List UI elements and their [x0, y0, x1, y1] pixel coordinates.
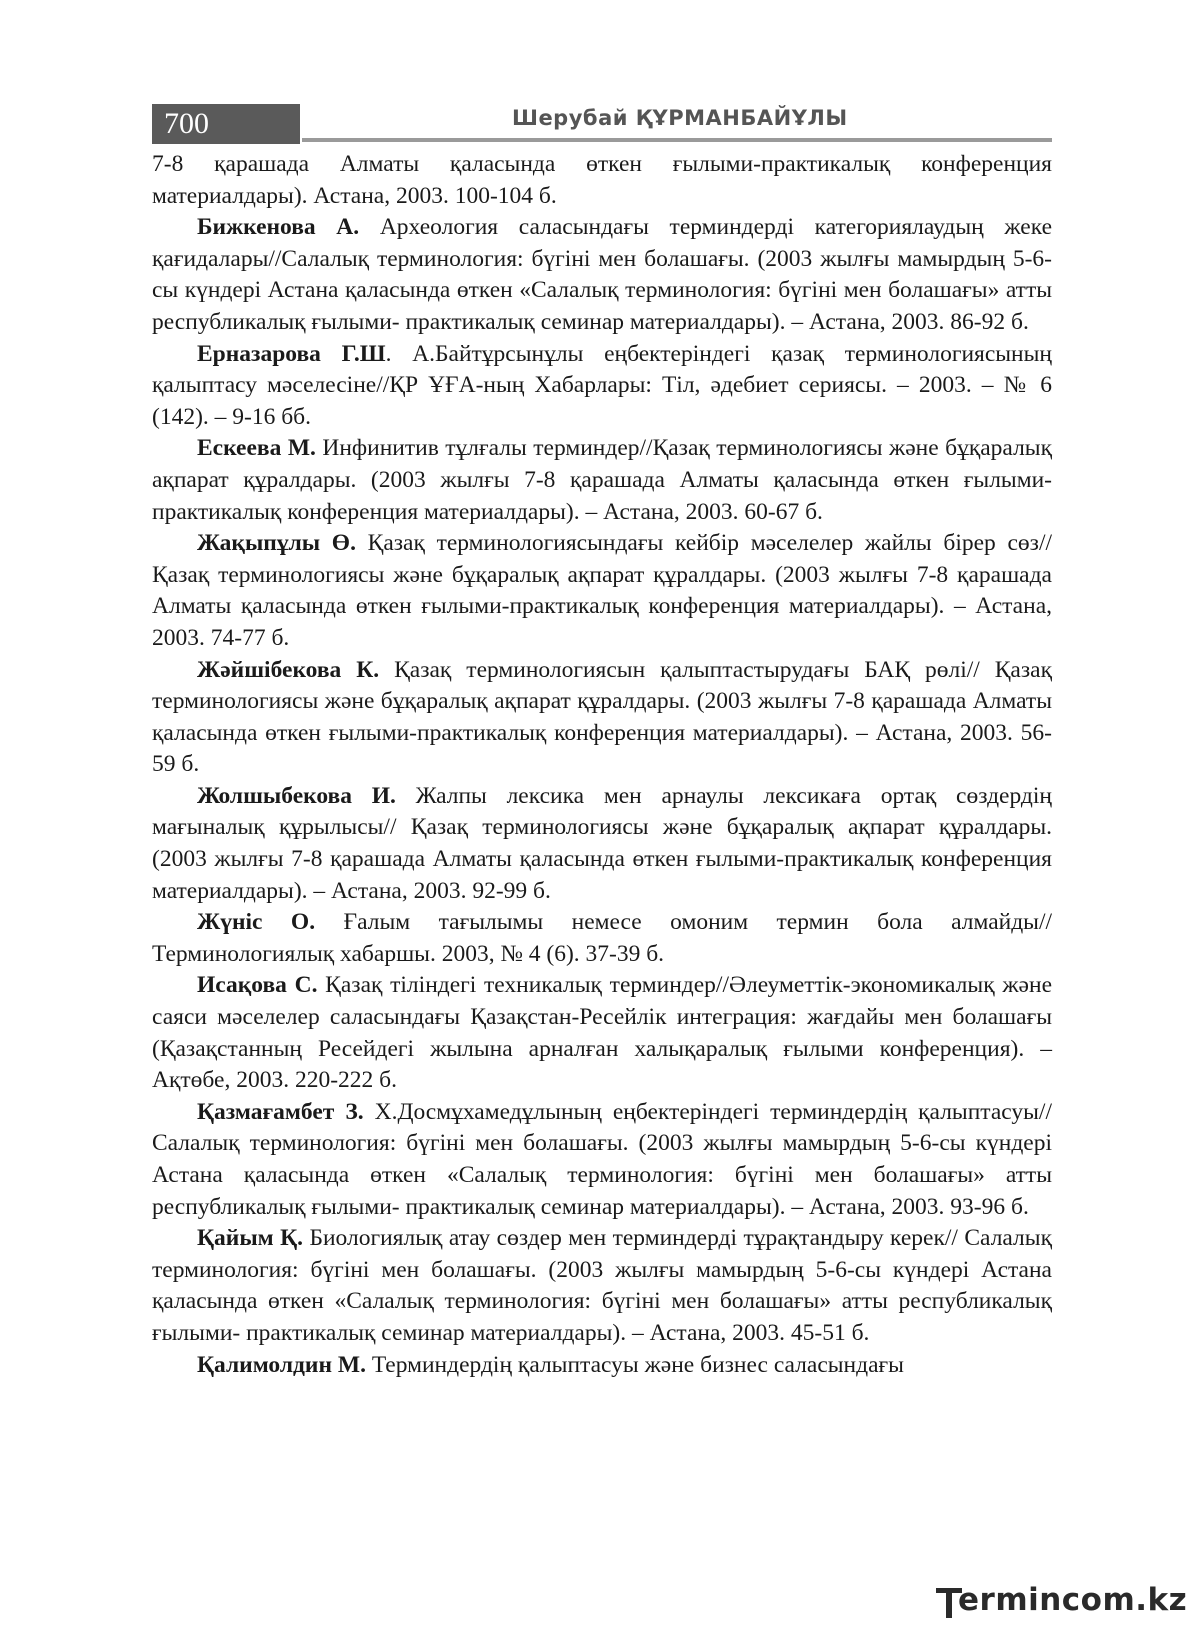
entry-author: Қайым Қ. — [197, 1225, 304, 1252]
bibliography-entry — [152, 970, 1052, 1096]
page-number: 700 — [152, 104, 300, 144]
entry-text: Ғалым тағылымы немесе омоним термин бола алмайды// Терминологиялық хабаршы. 2003, № 4 (6). 37-39 б. — [152, 909, 1052, 967]
running-head: Шерубай ҚҰРМАНБАЙҰЛЫ — [512, 106, 848, 130]
entry-text: Қазақ терминологиясындағы кейбір мәселелер жайлы бірер сөз//Қазақ терминологиясы және бұқаралық ақпарат құралдары. (2003 жылғы 7-8 қарашада Алматы қаласында өткен ғылыми-практикалық конференция материалдары). – Астана, 2003. 74-77 б. — [152, 530, 1052, 651]
bibliography-entry — [152, 528, 1052, 654]
bibliography-entry — [152, 149, 1052, 212]
entry-author: Бижкенова А. — [197, 214, 360, 241]
entry-author: Жүніс О. — [197, 909, 316, 936]
bibliography-entry — [152, 1097, 1052, 1223]
entry-text: Археология саласындағы терминдерді категориялаудың жеке қағидалары//Салалық терминология: бүгіні мен болашағы. (2003 жылғы мамырдың 5-6-сы күндері Астана қаласында өткен «Салалық терминология: бүгіні мен болашағы» атты республикалық ғылыми- практикалық семинар материалдары). – Астана, 2003. 86-92 б. — [152, 214, 1053, 335]
entry-text: . А.Байтұрсынұлы еңбектеріндегі қазақ терминологиясының қалыптасу мәселесіне//ҚР ҰҒА-ның Хабарлары: Тіл, әдебиет сериясы. – 2003. – № 6 (142). – 9-16 бб. — [152, 340, 1052, 430]
bibliography-entry — [152, 339, 1052, 434]
entry-author: Ерназарова Г.Ш — [197, 340, 386, 367]
entry-text: Х.Досмұхамедұлының еңбектеріндегі терминдердің қалыптасуы// Салалық терминология: бүгіні мен болашағы. (2003 жылғы мамырдың 5-6-сы күндері Астана қаласында өткен «Салалық терминология: бүгіні мен болашағы» атты республикалық ғылыми- практикалық семинар материалдары). – Астана, 2003. 93-96 б. — [152, 1098, 1052, 1220]
entry-author: Ескеева М. — [197, 435, 316, 462]
bibliography-entry — [152, 1350, 1052, 1382]
entry-text: 7-8 қарашада Алматы қаласында өткен ғылыми-практикалық конференция материалдары). Астана, 2003. 100-104 б. — [152, 151, 1052, 209]
bibliography-entry — [152, 907, 1052, 970]
bibliography-entry — [152, 433, 1052, 528]
site-watermark — [936, 1582, 1187, 1626]
bibliography-entry — [152, 1223, 1052, 1349]
entry-text: Қазақ терминологиясын қалыптастырудағы БАҚ рөлі// Қазақ терминологиясы және бұқаралық ақпарат құралдары. (2003 жылғы 7-8 қарашада Алматы қаласында өткен ғылыми-практикалық конференция материалдары). – Астана, 2003. 56-59 б. — [152, 656, 1052, 778]
entry-text: Терминдердің қалыптасуы және бизнес саласындағы — [365, 1351, 904, 1378]
watermark-text: ermincom.kz — [958, 1582, 1187, 1618]
entry-text: Қазақ тіліндегі техникалық терминдер//Әлеуметтік-экономикалық және саяси мәселелер саласындағы Қазақстан-Ресейлік интеграция: жағдайы мен болашағы (Қазақстанның Ресейдегі жылына арналған халықаралық ғылыми конференция). – Ақтөбе, 2003. 220-222 б. — [152, 972, 1052, 1094]
bibliography — [152, 149, 1052, 1381]
entry-author: Исақова С. — [197, 972, 318, 999]
entry-text: Инфинитив тұлғалы терминдер//Қазақ терминологиясы және бұқаралық ақпарат құралдары. (2003 жылғы 7-8 қарашада Алматы қаласында өткен ғылыми-практикалық конференция материалдары). – Астана, 2003. 60-67 б. — [152, 435, 1053, 525]
page-header — [152, 104, 1052, 146]
entry-author: Қалимолдин М. — [197, 1351, 366, 1378]
entry-text: Биологиялық атау сөздер мен терминдерді тұрақтандыру керек// Салалық терминология: бүгіні мен болашағы. (2003 жылғы мамырдың 5-6-сы күндері Астана қаласында өткен «Салалық терминология: бүгіні мен болашағы» атты республикалық ғылыми- практикалық семинар материалдары). – Астана, 2003. 45-51 б. — [152, 1225, 1052, 1346]
entry-author: Жақыпұлы Ө. — [197, 530, 356, 557]
entry-author: Жәйшібекова К. — [197, 656, 380, 683]
bibliography-entry — [152, 655, 1052, 781]
entry-text: Жалпы лексика мен арнаулы лексикаға ортақ сөздердің мағыналық құрылысы// Қазақ терминологиясы және бұқаралық ақпарат құралдары. (2003 жылғы 7-8 қарашада Алматы қаласында өткен ғылыми-практикалық конференция материалдары). – Астана, 2003. 92-99 б. — [152, 782, 1052, 904]
entry-author: Жолшыбекова И. — [197, 782, 396, 809]
bibliography-entry — [152, 781, 1052, 907]
header-rule — [302, 138, 1052, 142]
entry-author: Қазмағамбет З. — [197, 1098, 364, 1125]
bibliography-entry — [152, 212, 1052, 338]
